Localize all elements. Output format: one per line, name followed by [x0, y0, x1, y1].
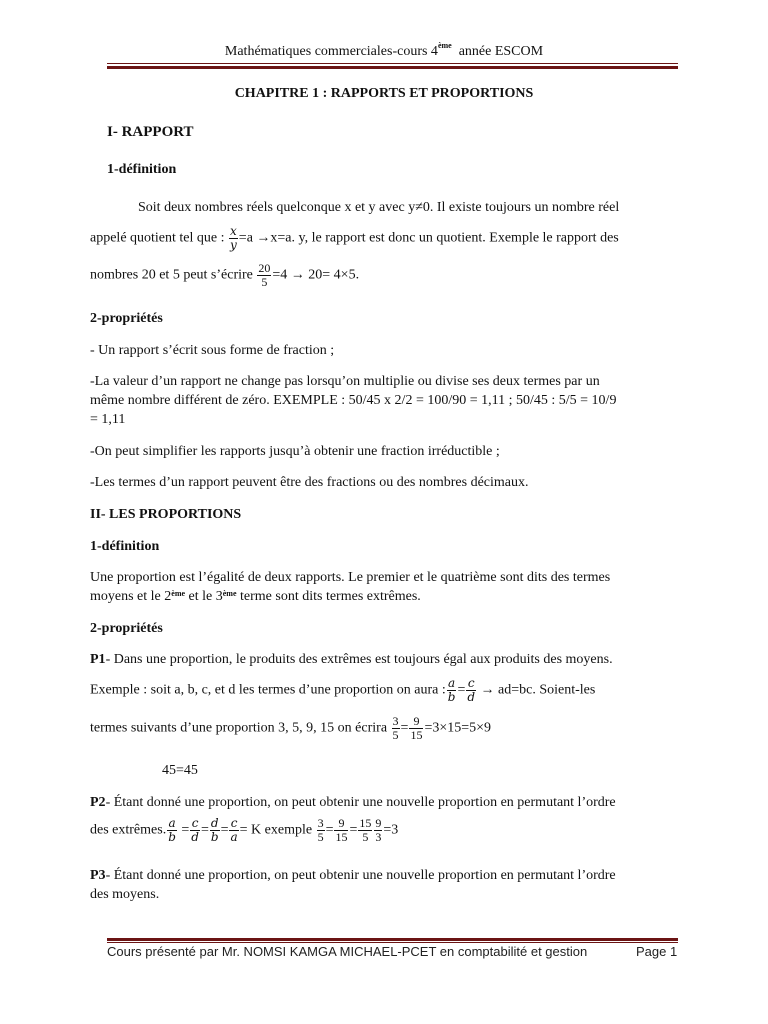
section-1-prop-3: -On peut simplifier les rapports jusqu’à obtenir une fraction irréductible ;: [90, 444, 500, 459]
fraction-c-over-d: $\frac{c}{d}$: [191, 816, 199, 844]
section-1-definition-title: 1-définition: [107, 162, 177, 177]
section-1-properties-title: 2-propriétés: [90, 311, 163, 326]
property-p3-line2: des moyens.: [90, 887, 160, 902]
footer-author: Cours présenté par Mr. NOMSI KAMGA MICHAEL-PCET en comptabilité et gestion: [107, 944, 588, 959]
header-rule-thin: [107, 63, 678, 64]
section-1-def-line3: nombres 20 et 5 peut s’écrire $\frac{20}{5}$ =4 → 20= 4×5.: [90, 261, 360, 289]
fraction-3-over-5: $\frac{3}{5}$: [392, 714, 399, 742]
section-1-prop-1: - Un rapport s’écrit sous forme de fraction ;: [90, 343, 335, 358]
section-2-def-line2: moyens et le 2ème et le 3ème terme sont dits termes extrêmes.: [90, 589, 421, 604]
fraction-9-over-15: $\frac{9}{15}$: [410, 714, 423, 742]
property-p2: P2- Étant donné une proportion, on peut obtenir une nouvelle proportion en permutant l’ordre: [90, 795, 616, 810]
fraction-d-over-b: $\frac{d}{b}$: [210, 816, 219, 844]
section-2-def-line1: Une proportion est l’égalité de deux rapports. Le premier et le quatrième sont dits des termes: [90, 570, 611, 585]
section-2-definition-title: 1-définition: [90, 539, 160, 554]
section-1-def-line1: Soit deux nombres réels quelconque x et y avec y≠0. Il existe toujours un nombre réel: [138, 200, 620, 215]
chapter-title: CHAPITRE 1 : RAPPORTS ET PROPORTIONS: [234, 86, 534, 101]
header-rule-thick: [107, 66, 678, 69]
fraction-9-over-3: $\frac{9}{3}$: [375, 816, 382, 844]
footer-page-number: Page 1: [636, 944, 678, 959]
section-2-title: II- LES PROPORTIONS: [90, 507, 242, 522]
fraction-9-over-15: $\frac{9}{15}$: [335, 816, 348, 844]
section-1-prop-2-line2: même nombre différent de zéro. EXEMPLE : 50/45 x 2/2 = 100/90 = 1,11 ; 50/45 : 5/5 = 10/9: [90, 393, 617, 408]
footer-rule-thick: [107, 938, 678, 941]
section-1-prop-2-line1: -La valeur d’un rapport ne change pas lorsqu’on multiplie ou divise ses deux termes par un: [90, 374, 600, 389]
footer-rule-thin: [107, 942, 678, 943]
section-1-title: I- RAPPORT: [107, 124, 194, 140]
section-1-prop-4: -Les termes d’un rapport peuvent être des fractions ou des nombres décimaux.: [90, 475, 529, 490]
property-p1: P1- Dans une proportion, le produits des extrêmes est toujours égal aux produits des moyens.: [90, 652, 613, 667]
fraction-20-over-5: $\frac{20}{5}$: [258, 261, 271, 289]
fraction-a-over-b: $\frac{a}{b}$: [447, 676, 456, 704]
fraction-a-over-b: $\frac{a}{b}$: [168, 816, 176, 844]
fraction-15-over-5: $\frac{15}{5}$: [359, 816, 372, 844]
fraction-c-over-d: $\frac{c}{d}$: [467, 676, 476, 704]
fraction-c-over-a: $\frac{c}{a}$: [230, 816, 238, 844]
property-p2-example: des extrêmes. $\frac{a}{b}$ = $\frac{c}{d}$ = $\frac{d}{b}$ = $\frac{c}{a}$ = K exemple $\frac{3}{5}$ = $\frac{9}{15}$ = $\frac{15}{5}$ $\frac{9}{3}$ =3: [90, 816, 399, 844]
property-p3: P3- Étant donné une proportion, on peut obtenir une nouvelle proportion en permutant l’ordre: [90, 868, 616, 883]
section-1-def-line2: appelé quotient tel que : $\frac{x}{y}$ =a →x=a. y, le rapport est donc un quotient. Exemple le rapport des: [90, 224, 619, 252]
fraction-x-over-y: $\frac{x}{y}$: [230, 224, 237, 252]
property-p1-result: 45=45: [162, 763, 198, 778]
section-2-properties-title: 2-propriétés: [90, 621, 163, 636]
section-1-prop-2-line3: = 1,11: [90, 412, 126, 427]
page-header: Mathématiques commerciales-cours 4ème année ESCOM: [224, 41, 544, 59]
property-p1-example: Exemple : soit a, b, c, et d les termes d’une proportion on aura : $\frac{a}{b}$ = $\frac{c}{d}$ → ad=bc. Soient-les: [90, 676, 596, 704]
fraction-3-over-5: $\frac{3}{5}$: [317, 816, 324, 844]
property-p1-example-2: termes suivants d’une proportion 3, 5, 9, 15 on écrira $\frac{3}{5}$ = $\frac{9}{15}$ =3×15=5×9: [90, 714, 492, 742]
